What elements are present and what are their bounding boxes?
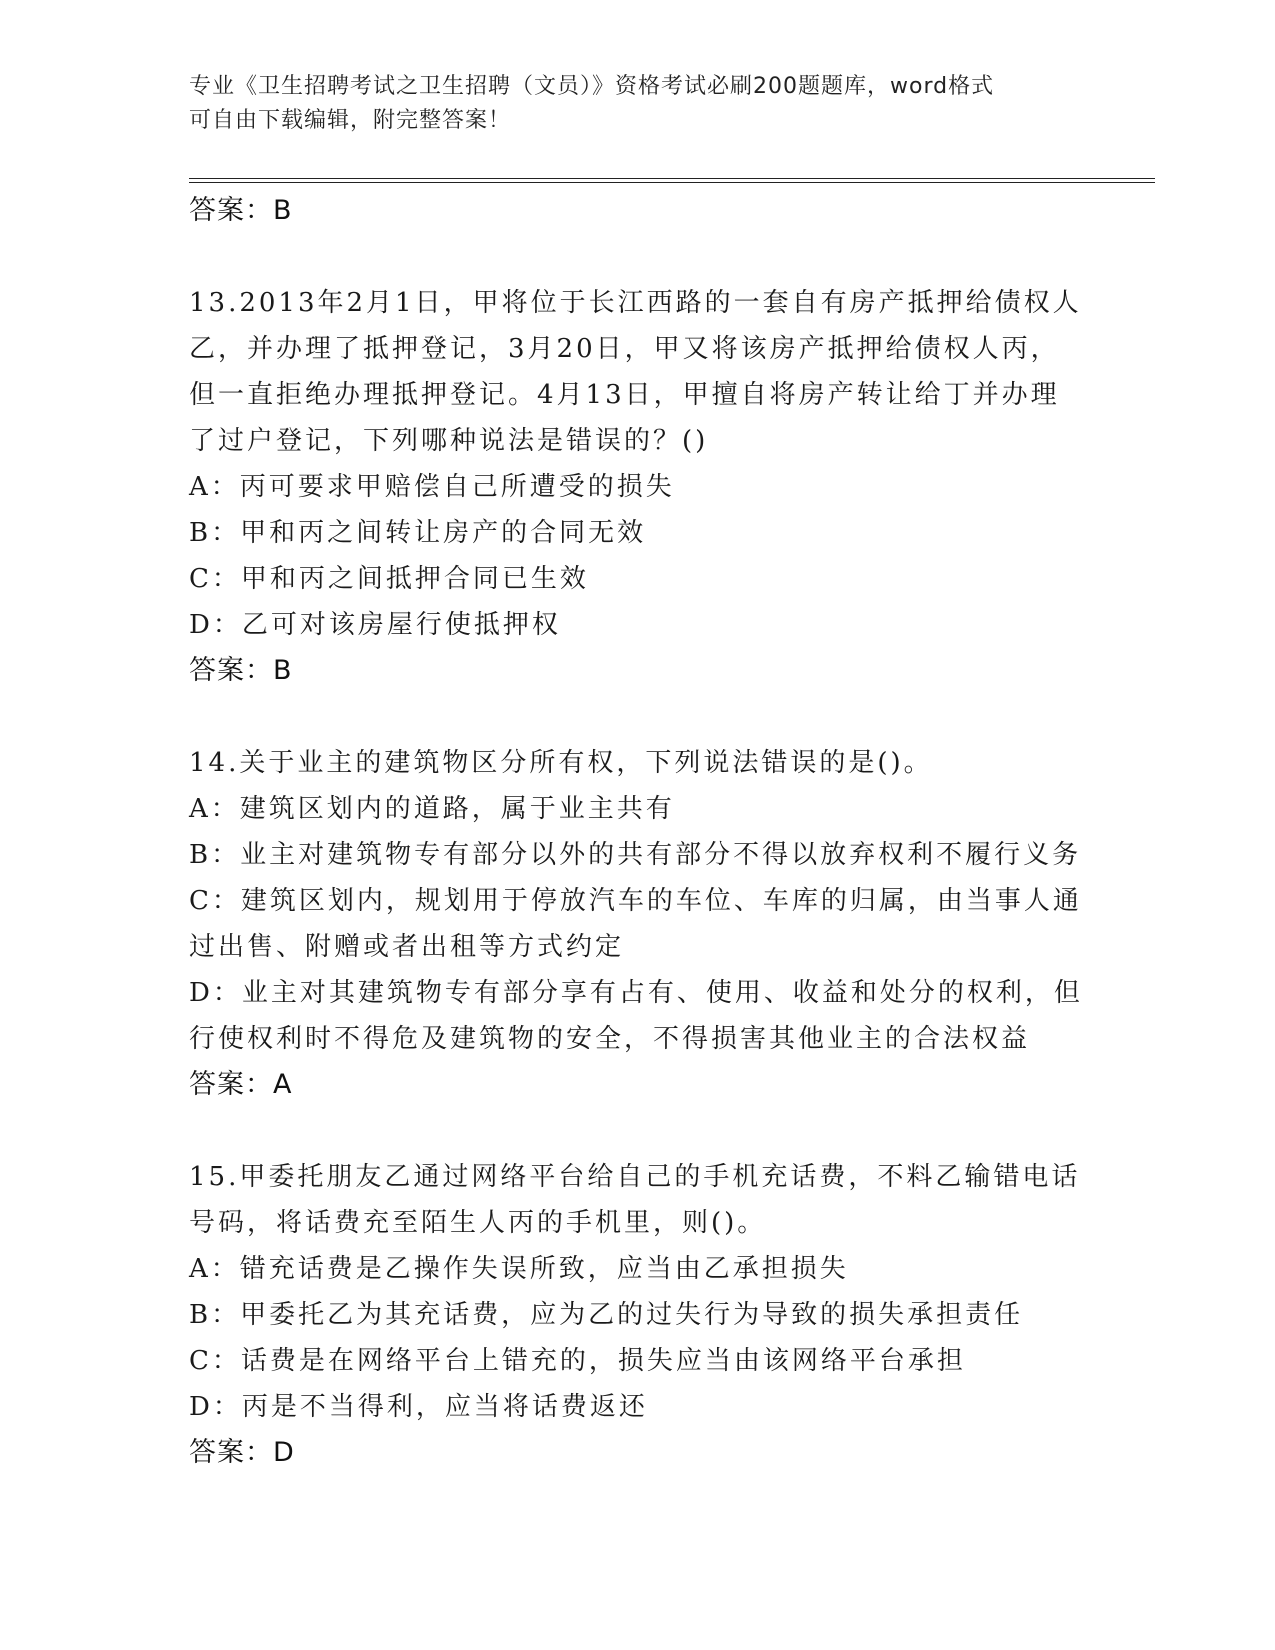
option-a: A：错充话费是乙操作失误所致，应当由乙承担损失 <box>189 1254 849 1284</box>
header-line-1: 专业《卫生招聘考试之卫生招聘（文员）》资格考试必刷200题题库，word格式 <box>189 74 995 99</box>
option-b: B：甲和丙之间转让房产的合同无效 <box>189 518 647 548</box>
answer-label: 答案：D <box>189 1437 295 1468</box>
spacer <box>189 1108 1089 1154</box>
question-stem-line: 但一直拒绝办理抵押登记。4月13日，甲擅自将房产转让给丁并办理 <box>189 380 1060 410</box>
question-stem-line: 了过户登记，下列哪种说法是错误的？() <box>189 426 709 456</box>
option-a: A：丙可要求甲赔偿自己所遭受的损失 <box>189 472 675 502</box>
option-b: B：业主对建筑物专有部分以外的共有部分不得以放弃权利不履行义务 <box>189 840 1082 870</box>
question-list <box>189 188 1089 1476</box>
header-divider <box>189 178 1155 183</box>
question-14 <box>189 740 1089 1108</box>
question-stem-line: 乙，并办理了抵押登记，3月20日，甲又将该房产抵押给债权人丙， <box>189 334 1060 364</box>
document-header <box>189 70 1089 138</box>
option-d: D：业主对其建筑物专有部分享有占有、使用、收益和处分的权利，但 <box>189 978 1083 1008</box>
question-stem-line: 14.关于业主的建筑物区分所有权，下列说法错误的是()。 <box>189 748 933 778</box>
option-a: A：建筑区划内的道路，属于业主共有 <box>189 794 675 824</box>
option-d: D：乙可对该房屋行使抵押权 <box>189 610 561 640</box>
header-line-2: 可自由下载编辑，附完整答案！ <box>189 108 512 133</box>
option-c: C：甲和丙之间抵押合同已生效 <box>189 564 589 594</box>
option-b: B：甲委托乙为其充话费，应为乙的过失行为导致的损失承担责任 <box>189 1300 1024 1330</box>
question-15 <box>189 1154 1089 1476</box>
answer-label: 答案：A <box>189 1069 293 1100</box>
question-13 <box>189 280 1089 694</box>
question-stem-line: 13.2013年2月1日，甲将位于长江西路的一套自有房产抵押给债权人 <box>189 288 1082 318</box>
option-c: C：话费是在网络平台上错充的，损失应当由该网络平台承担 <box>189 1346 966 1376</box>
answer-label: 答案：B <box>189 655 293 686</box>
option-d: D：丙是不当得利，应当将话费返还 <box>189 1392 648 1422</box>
spacer <box>189 234 1089 280</box>
option-c-continued: 过出售、附赠或者出租等方式约定 <box>189 932 625 962</box>
option-d-continued: 行使权利时不得危及建筑物的安全，不得损害其他业主的合法权益 <box>189 1024 1031 1054</box>
option-c: C：建筑区划内，规划用于停放汽车的车位、车库的归属，由当事人通 <box>189 886 1082 916</box>
spacer <box>189 694 1089 740</box>
question-stem-line: 号码，将话费充至陌生人丙的手机里，则()。 <box>189 1208 767 1238</box>
previous-answer: 答案：B <box>189 195 293 226</box>
question-stem-line: 15.甲委托朋友乙通过网络平台给自己的手机充话费，不料乙输错电话 <box>189 1162 1081 1192</box>
